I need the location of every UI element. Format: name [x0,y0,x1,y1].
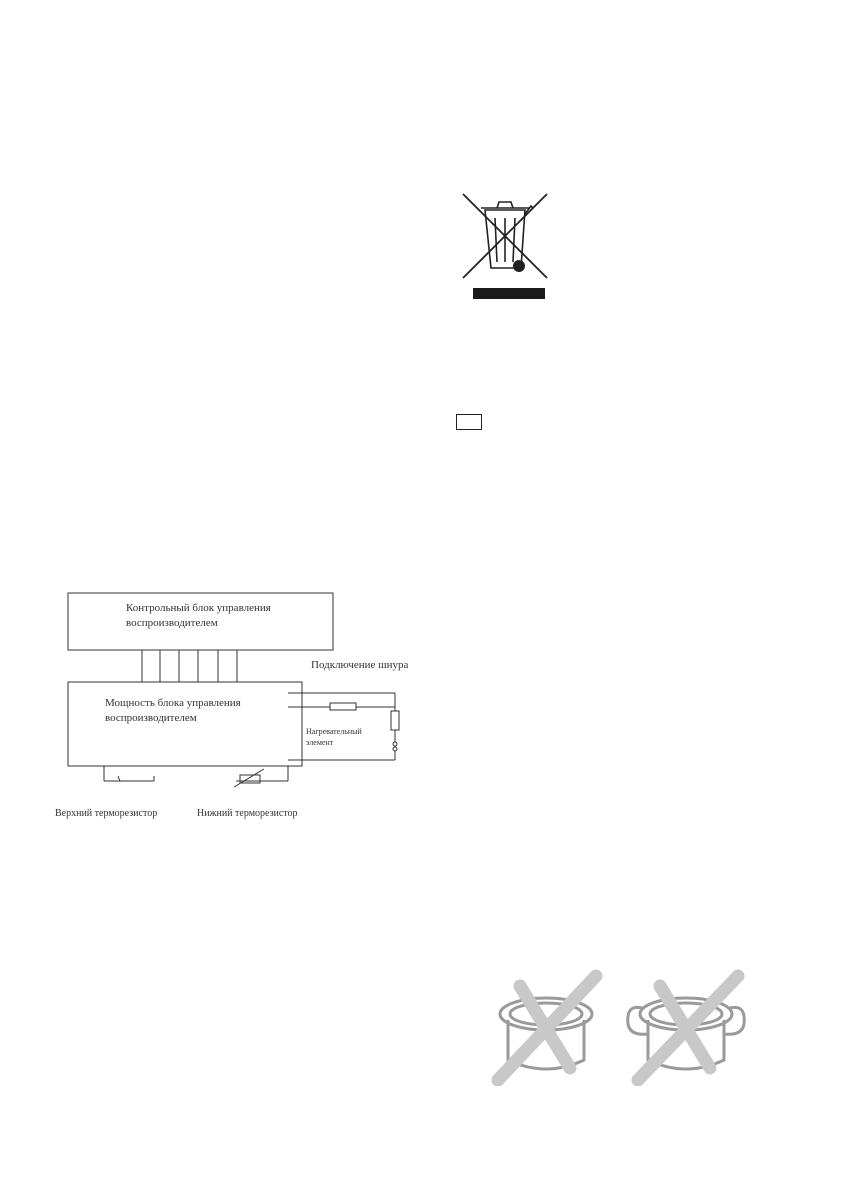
crossed-pot-no-handles-icon [490,968,610,1086]
heater-label-2: элемент [306,738,334,747]
crossed-out-wheelie-bin-icon [455,190,555,302]
lower-thermistor-label: Нижний терморезистор [197,808,298,819]
recycle-bar [473,288,545,299]
weee-recycle-symbol [455,190,555,302]
power-block-box [68,682,302,766]
crossed-pot-with-handles-icon [620,968,755,1086]
resistor-vertical [391,711,399,730]
empty-box-icon [456,414,482,430]
cord-label: Подключение шнура [311,659,409,671]
heater-label-1: Нагревательный [306,727,362,736]
control-block-label-2: воспроизводителем [126,617,218,629]
power-block-label-1: Мощность блока управления [105,697,241,709]
power-block-label-2: воспроизводителем [105,712,197,724]
control-block-label-1: Контрольный блок управления [126,602,271,614]
upper-thermistor-label: Верхний терморезистор [55,808,158,819]
resistor-horizontal [330,703,356,710]
